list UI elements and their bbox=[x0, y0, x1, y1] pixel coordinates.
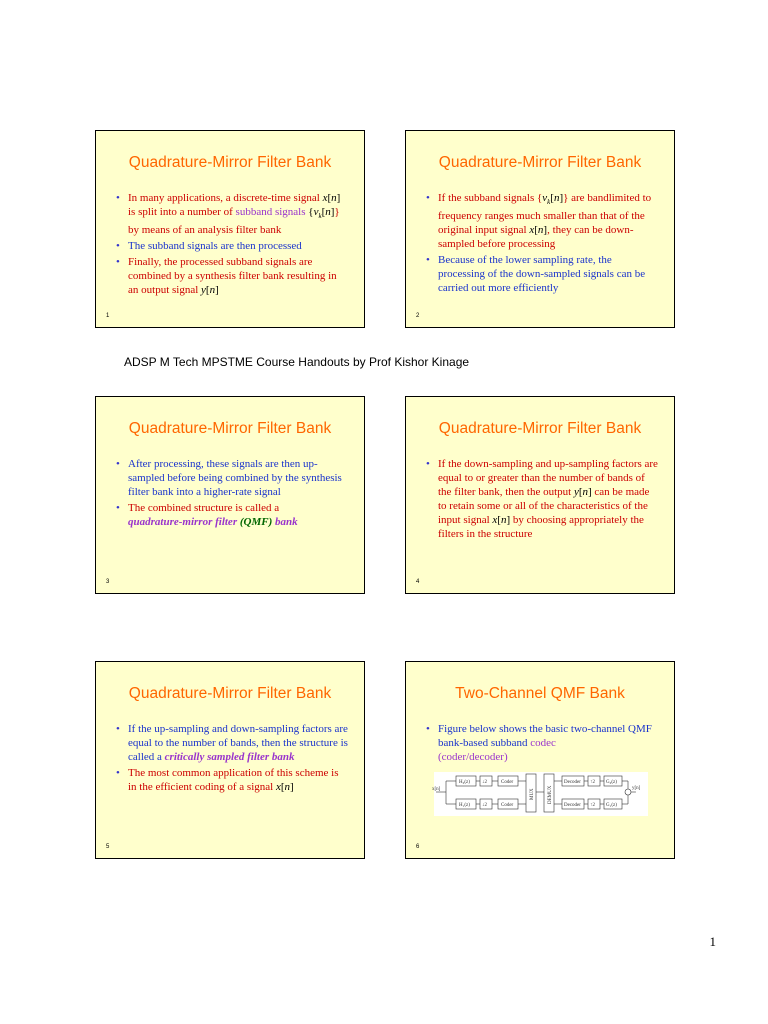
slide-number: 2 bbox=[416, 313, 420, 319]
mux-label: MUX bbox=[530, 788, 535, 800]
input-label: x[n] bbox=[432, 787, 441, 792]
bullet-item: • Finally, the processed subband signals are combined by a synthesis filter bank resulting in an output signal y[n] bbox=[116, 255, 348, 297]
analysis-filter-h0: H₀(z) bbox=[459, 780, 470, 785]
synthesis-filter-g0: G₀(z) bbox=[606, 780, 617, 785]
bullet-item: • Because of the lower sampling rate, the processing of the down-sampled signals can be carried out more efficiently bbox=[426, 253, 658, 295]
output-label: y[n] bbox=[632, 786, 641, 791]
slide-title: Quadrature-Mirror Filter Bank bbox=[438, 154, 642, 171]
upsampler-lower: ↑2 bbox=[590, 803, 595, 808]
slide-title: Quadrature-Mirror Filter Bank bbox=[128, 420, 332, 437]
bullet-item: • In many applications, a discrete-time signal x[n] is split into a number of subband signals $\{v_k[n]\}$ by means of an analysis filter bank bbox=[116, 191, 348, 237]
slide-title: Quadrature-Mirror Filter Bank bbox=[438, 420, 642, 437]
slide-number: 3 bbox=[106, 579, 110, 585]
slide-title: Quadrature-Mirror Filter Bank bbox=[128, 685, 332, 702]
slide-number: 1 bbox=[106, 313, 110, 319]
page-number: 1 bbox=[709, 934, 716, 949]
slide-number: 5 bbox=[106, 844, 110, 850]
downsampler-upper: ↓2 bbox=[482, 780, 487, 785]
slide-title: Quadrature-Mirror Filter Bank bbox=[128, 154, 332, 171]
downsampler-lower: ↓2 bbox=[482, 803, 487, 808]
slide-3 bbox=[95, 396, 365, 594]
coder-upper: Coder bbox=[501, 780, 514, 785]
qmf-block-diagram bbox=[434, 772, 648, 816]
synthesis-filter-g1: G₁(z) bbox=[606, 803, 617, 808]
bullet-item: • The most common application of this scheme is in the efficient coding of a signal x[n] bbox=[116, 766, 348, 794]
slide-2 bbox=[405, 130, 675, 328]
slide-4 bbox=[405, 396, 675, 594]
demux-label: DEMUX bbox=[548, 785, 553, 804]
slide-number: 6 bbox=[416, 844, 420, 850]
bullet-list bbox=[426, 457, 658, 543]
slide-6 bbox=[405, 661, 675, 859]
bullet-list bbox=[116, 457, 348, 531]
bullet-list bbox=[426, 722, 658, 766]
analysis-filter-h1: H₁(z) bbox=[459, 803, 470, 808]
upsampler-upper: ↑2 bbox=[590, 780, 595, 785]
bullet-item: • The combined structure is called a quadrature-mirror filter (QMF) bank bbox=[116, 501, 348, 529]
bullet-item: • If the down-sampling and up-sampling factors are equal to or greater than the number of bands of the filter bank, then the output y[n] can be made to retain some or all of the characteristics of the input signal x[n] by choosing appropriately the filters in the structure bbox=[426, 457, 658, 541]
slide-number: 4 bbox=[416, 579, 420, 585]
decoder-upper: Decoder bbox=[564, 780, 581, 785]
bullet-item: • If the subband signals $\{v_k[n]\}$ are bandlimited to frequency ranges much smaller than that of the original input signal x[n], they can be down-sampled before processing bbox=[426, 191, 658, 251]
slide-1 bbox=[95, 130, 365, 328]
bullet-item: • After processing, these signals are then up-sampled before being combined by the synthesis filter bank into a higher-rate signal bbox=[116, 457, 348, 499]
bullet-list bbox=[116, 722, 348, 796]
bullet-list bbox=[116, 191, 348, 299]
bullet-item: • Figure below shows the basic two-channel QMF bank-based subband codec (coder/decoder) bbox=[426, 722, 658, 764]
coder-lower: Coder bbox=[501, 803, 514, 808]
slide-title: Two-Channel QMF Bank bbox=[455, 685, 625, 702]
bullet-list bbox=[426, 191, 658, 297]
decoder-lower: Decoder bbox=[564, 803, 581, 808]
handout-header: ADSP M Tech MPSTME Course Handouts by Prof Kishor Kinage bbox=[124, 355, 470, 369]
bullet-item: • If the up-sampling and down-sampling factors are equal to the number of bands, then the structure is called a critically sampled filter bank bbox=[116, 722, 348, 764]
slide-5 bbox=[95, 661, 365, 859]
bullet-item: • The subband signals are then processed bbox=[116, 239, 348, 253]
